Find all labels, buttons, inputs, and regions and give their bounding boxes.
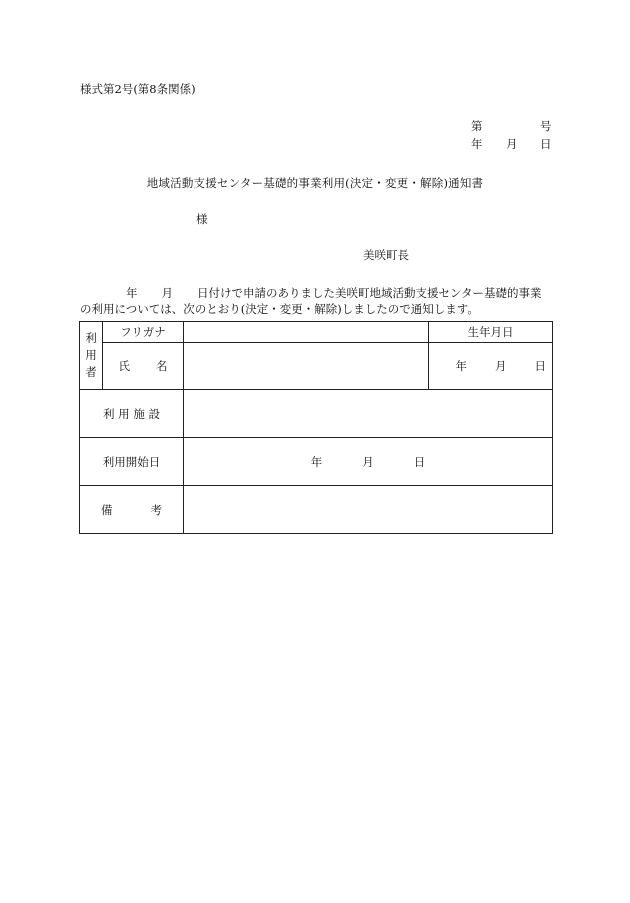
addressee-suffix: 様	[196, 212, 208, 226]
notice-body	[80, 285, 555, 317]
issue-date-year: 年	[471, 137, 483, 151]
issue-date-day: 日	[540, 137, 552, 151]
start-date-day: 日	[413, 454, 426, 469]
remarks-field[interactable]	[184, 486, 553, 534]
document-title: 地域活動支援センター基礎的事業利用(決定・変更・解除)通知書	[146, 176, 484, 190]
issue-date-month: 月	[506, 137, 518, 151]
remarks-label-char-1: 備	[101, 502, 113, 517]
notice-body-line-2: の利用については、次のとおり(決定・変更・解除)しましたので通知します。	[80, 302, 479, 316]
furigana-label: フリガナ	[103, 322, 184, 343]
remarks-label-char-2: 考	[150, 502, 162, 517]
remarks-label	[80, 486, 184, 534]
start-date-label: 利用開始日	[80, 438, 184, 486]
start-date-month: 月	[362, 454, 374, 469]
body-month: 月	[161, 286, 173, 300]
birth-date-month: 月	[495, 359, 507, 373]
facility-label: 利 用 施 設	[80, 390, 184, 438]
birth-date-day: 日	[534, 359, 546, 373]
body-year: 年	[126, 286, 138, 300]
facility-field[interactable]	[184, 390, 553, 438]
issuer-name: 美咲町長	[363, 248, 409, 262]
birth-date-label: 生年月日	[429, 322, 553, 343]
name-label-char-1: 氏	[118, 359, 130, 373]
notice-body-line-1	[80, 285, 555, 301]
furigana-field[interactable]	[184, 322, 429, 343]
user-label	[80, 322, 103, 390]
body-line1-rest: 日付けで申請のありました美咲町地域活動支援センター基礎的事業	[197, 286, 542, 300]
document-number-label: 第	[471, 119, 483, 133]
birth-date-field[interactable]	[429, 343, 553, 390]
start-date-year: 年	[310, 454, 323, 469]
name-label	[103, 343, 184, 390]
notice-form-table	[79, 321, 553, 534]
form-number: 様式第2号(第8条関係)	[80, 82, 196, 96]
birth-date-year: 年	[455, 359, 467, 373]
document-number-suffix: 号	[540, 119, 552, 133]
user-label-char-1: 利	[85, 331, 97, 345]
start-date-field[interactable]	[184, 438, 553, 486]
name-label-char-2: 名	[156, 359, 168, 373]
name-field[interactable]	[184, 343, 429, 390]
user-label-char-2: 用	[85, 348, 97, 362]
user-label-char-3: 者	[85, 365, 97, 379]
